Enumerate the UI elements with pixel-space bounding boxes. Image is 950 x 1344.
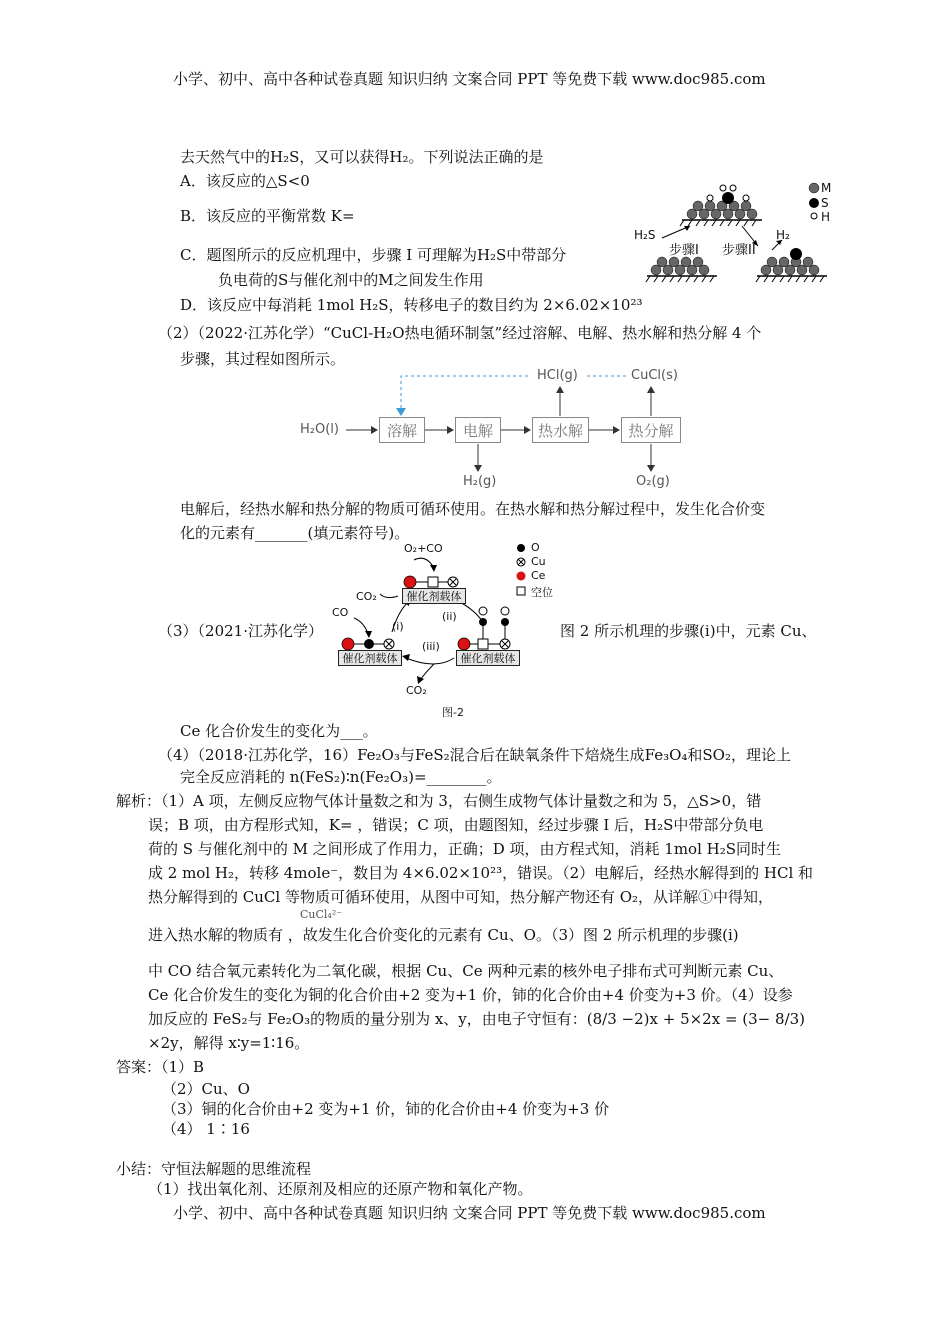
analysis-line5: 热分解得到的 CuCl 等物质可循环使用，从图中可知，热分解产物还有 O₂，从详解①中得知， [148, 888, 774, 906]
legend-s: S [821, 196, 829, 210]
flow-box-dissolve: 溶解 [379, 417, 425, 443]
answer-2: （2）Cu、O [162, 1080, 250, 1098]
flow-hcl: HCl(g) [537, 368, 578, 383]
label-o2-co: O₂+CO [404, 542, 443, 555]
flow-o2: O₂(g) [636, 474, 670, 489]
analysis-line2: 误；B 项，由方程形式知，K= ，错误；C 项，由题图知，经过步骤 I 后，H₂S中带部分负电 [148, 816, 764, 834]
flow-box-electrolysis: 电解 [455, 417, 501, 443]
analysis-line6: 进入热水解的物质有 ，故发生化合价变化的元素有 Cu、O。（3）图 2 所示机理的步骤(i) [148, 926, 739, 944]
carrier-right: 催化剂载体 [456, 650, 520, 666]
q2-after-line2: 化的元素有_______(填元素符号)。 [180, 524, 410, 542]
mechanism-svg [632, 176, 842, 288]
label-co2-top: CO₂ [356, 590, 377, 603]
carrier-top: 催化剂载体 [402, 588, 466, 604]
q1-option-a: A．该反应的△S<0 [180, 172, 310, 190]
q1-option-c-line1: C．题图所示的反应机理中，步骤 I 可理解为H₂S中带部分 [180, 246, 567, 264]
answer-4: （4） 1∶16 [162, 1120, 250, 1138]
summary-step1: （1）找出氧化剂、还原剂及相应的还原产物和氧化产物。 [148, 1180, 533, 1198]
q1-option-d: D．该反应中每消耗 1mol H₂S，转移电子的数目约为 2×6.02×10²³ [180, 296, 643, 314]
q3-continuation: Ce 化合价发生的变化为___。 [180, 722, 378, 740]
ceria-mechanism-figure [326, 540, 556, 722]
ceria-svg [326, 540, 556, 722]
flow-cucl: CuCl(s) [631, 368, 678, 383]
label-h2: H₂ [776, 228, 790, 242]
q1-intro: 去天然气中的H₂S，又可以获得H₂。下列说法正确的是 [180, 148, 544, 166]
flow-box-decomposition: 热分解 [621, 417, 681, 443]
catalyst-mechanism-figure [632, 176, 842, 288]
q2-line2: 步骤，其过程如图所示。 [180, 350, 346, 368]
analysis-line1: 解析：（1）A 项，左侧反应物气体计量数之和为 3，右侧生成物气体计量数之和为 5，△S>0，错 [116, 792, 762, 810]
label-h2s: H₂S [634, 228, 656, 242]
label-step2: 步骤II [722, 243, 756, 258]
legend-o: O [531, 541, 540, 554]
answer-1: 答案：（1）B [116, 1058, 205, 1076]
q1-option-b: B．该反应的平衡常数 K= [180, 207, 355, 225]
label-step-i: (i) [392, 620, 404, 633]
label-step1: 步骤I [669, 243, 699, 258]
q2-after-line1: 电解后，经热水解和热分解的物质可循环使用。在热水解和热分解过程中，发生化合价变 [180, 500, 766, 518]
flow-h2: H₂(g) [463, 474, 497, 489]
figure-caption: 图-2 [442, 706, 464, 719]
answer-3: （3）铜的化合价由+2 变为+1 价，铈的化合价由+4 价变为+3 价 [162, 1100, 610, 1118]
q1-option-c-line2: 负电荷的S与催化剂中的M之间发生作用 [218, 271, 484, 289]
q4-line2: 完全反应消耗的 n(FeS₂)∶n(Fe₂O₃)=________。 [180, 768, 502, 786]
analysis-line10: ×2y，解得 x∶y=1∶16。 [148, 1034, 310, 1052]
label-co: CO [332, 606, 349, 619]
q3-label: （3）（2021·江苏化学） [158, 622, 323, 640]
q4-line1: （4）（2018·江苏化学，16）Fe₂O₃与FeS₂混合后在缺氧条件下焙烧生成Fe₃O₄和SO₂，理论上 [158, 746, 791, 764]
analysis-line9: 加反应的 FeS₂与 Fe₂O₃的物质的量分别为 x、y，由电子守恒有：(8/3 −2)x + 5×2x = (3− 8/3) [148, 1010, 806, 1028]
label-step-iii: (iii) [422, 640, 440, 653]
analysis-line8: Ce 化合价发生的变化为铜的化合价由+2 变为+1 价，铈的化合价由+4 价变为+3 价。（4）设参 [148, 986, 793, 1004]
page-header: 小学、初中、高中各种试卷真题 知识归纳 文案合同 PPT 等免费下载 www.doc985.com [173, 70, 766, 88]
analysis-line3: 荷的 S 与催化剂中的 M 之间形成了作用力，正确；D 项，由方程式知，消耗 1mol H₂S同时生 [148, 840, 782, 858]
summary-title: 小结：守恒法解题的思维流程 [116, 1160, 312, 1178]
legend-vacancy: 空位 [531, 586, 553, 599]
label-step-ii: (ii) [442, 610, 457, 623]
label-co2-bottom: CO₂ [406, 684, 427, 697]
analysis-cucl4: CuCl₄²⁻ [300, 908, 343, 921]
cucl-flow-diagram [298, 364, 698, 494]
flow-input-h2o: H₂O(l) [300, 422, 339, 437]
legend-h: H [821, 210, 831, 224]
legend-m: M [821, 181, 832, 195]
q2-line1: （2）（2022·江苏化学）“CuCl-H₂O热电循环制氢”经过溶解、电解、热水解和热分解 4 个 [158, 324, 762, 342]
carrier-left: 催化剂载体 [338, 650, 402, 666]
legend-cu: Cu [531, 555, 546, 568]
analysis-line7: 中 CO 结合氧元素转化为二氧化碳，根据 Cu、Ce 两种元素的核外电子排布式可判断元素 Cu、 [148, 962, 784, 980]
page-footer: 小学、初中、高中各种试卷真题 知识归纳 文案合同 PPT 等免费下载 www.doc985.com [173, 1204, 766, 1222]
legend-ce: Ce [531, 569, 546, 582]
q3-text: 图 2 所示机理的步骤(i)中，元素 Cu、 [560, 622, 817, 640]
analysis-line4: 成 2 mol H₂，转移 4mole⁻，数目为 4×6.02×10²³，错误。（2）电解后，经热水解得到的 HCl 和 [148, 864, 814, 882]
flow-box-hydrolysis: 热水解 [532, 417, 589, 443]
